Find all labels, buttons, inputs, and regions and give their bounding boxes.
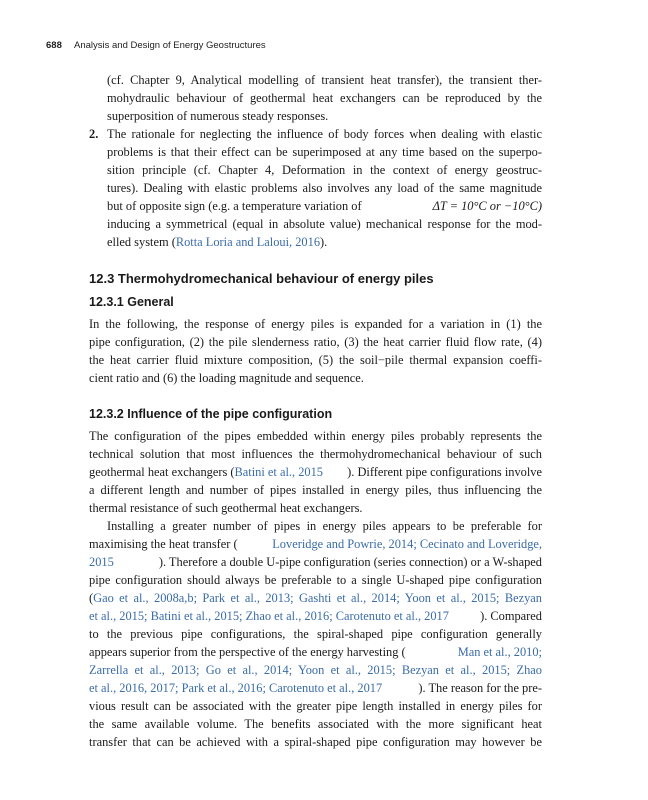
text-line: pipe configuration, (2) the pile slenderness ratio, (3) the heat carrier fluid flow rate, (4) — [89, 335, 542, 349]
text-line: mohydraulic behaviour of geothermal heat exchangers can be reproduced by the — [107, 91, 542, 105]
citation-link[interactable]: Gao et al., 2008a,b; Park et al., 2013; Gashti et al., 2014; Yoon et al., 2015; Bezyan — [93, 591, 542, 605]
citation-link[interactable]: 2015 — [89, 555, 114, 569]
text-line: cient ratio and (6) the loading magnitude and sequence. — [89, 371, 364, 385]
text-line: (cf. Chapter 9, Analytical modelling of transient heat transfer), the transient ther- — [107, 73, 542, 87]
running-header — [46, 40, 266, 51]
text-segment: geothermal heat exchangers ( — [89, 465, 235, 479]
text-line: the same available volume. The benefits associated with the more significant heat — [89, 717, 542, 731]
page-number: 688 — [46, 40, 62, 51]
text-line: transfer that can be achieved with a spiral-shaped pipe configuration may however be — [89, 735, 542, 749]
citation-link[interactable]: et al., 2015; Batini et al., 2015; Zhao et al., 2016; Carotenuto et al., 2017 — [89, 609, 449, 623]
text-line: technical solution that most influences the thermohydromechanical behaviour of such — [89, 447, 542, 461]
text-segment: ( — [89, 591, 94, 605]
text-line: The configuration of the pipes embedded within energy piles probably represents the — [89, 429, 542, 443]
citation-link[interactable]: Batini et al., 2015 — [234, 465, 323, 479]
citation-link[interactable]: Loveridge and Powrie, 2014; Cecinato and Loveridge, — [272, 537, 542, 551]
text-line — [107, 197, 542, 215]
text-line: vious result can be associated with the greater pipe length installed in energy piles for — [89, 699, 542, 713]
text-line: sition principle (cf. Chapter 4, Deformation in the context of energy geostruc- — [107, 163, 542, 177]
text-line — [107, 233, 327, 251]
citation-link[interactable]: Zarrella et al., 2013; Go et al., 2014; Yoon et al., 2015; Bezyan et al., 2015; Zhao — [89, 663, 542, 677]
citation-link[interactable]: Man et al., 2010; — [457, 645, 542, 659]
list-number: 2. — [89, 127, 99, 141]
math-expression: ΔT = 10°C or −10°C) — [432, 199, 542, 213]
text-line — [89, 589, 542, 607]
text-line: to the previous pipe configurations, the spiral-shaped pipe configuration generally — [89, 627, 542, 641]
text-segment: appears superior from the perspective of the energy harvesting ( — [89, 645, 406, 659]
text-line: superposition of numerous steady responses. — [107, 109, 329, 123]
text-line: a different length and number of pipes installed in energy piles, thus influencing the — [89, 483, 542, 497]
text-line — [89, 463, 542, 481]
subsection-heading: 12.3.2 Influence of the pipe configuration — [89, 407, 333, 421]
text-line — [89, 607, 542, 625]
text-line — [89, 535, 542, 553]
text-line: Installing a greater number of pipes in energy piles appears to be preferable for — [107, 519, 542, 533]
text-line — [89, 679, 542, 697]
text-line: The rationale for neglecting the influence of body forces when dealing with elastic — [107, 127, 542, 141]
text-segment: ). The reason for the pre- — [418, 681, 542, 695]
text-line — [89, 553, 542, 571]
text-segment: ). — [320, 235, 328, 249]
text-segment: but of opposite sign (e.g. a temperature variation of — [107, 199, 362, 213]
text-line: problems is that their effect can be superimposed at any time based on the superpo- — [107, 145, 542, 159]
citation-link[interactable]: Rotta Loria and Laloui, 2016 — [175, 235, 321, 249]
citation-link[interactable]: et al., 2016, 2017; Park et al., 2016; Carotenuto et al., 2017 — [89, 681, 383, 695]
text-segment: maximising the heat transfer ( — [89, 537, 238, 551]
text-segment: elled system ( — [107, 235, 176, 249]
text-line: inducing a symmetrical (equal in absolute value) mechanical response for the mod- — [107, 217, 542, 231]
text-line: the heat carrier fluid mixture composition, (5) the soil−pile thermal expansion coeffi- — [89, 353, 542, 367]
running-title: Analysis and Design of Energy Geostructures — [73, 40, 266, 51]
text-line: In the following, the response of energy piles is expanded for a variation in (1) the — [89, 317, 542, 331]
text-line — [89, 643, 542, 661]
text-segment: ). Therefore a double U-pipe configuration (series connection) or a W-shaped — [158, 555, 542, 569]
text-line: tures). Dealing with elastic problems also involves any load of the same magnitude — [107, 181, 542, 195]
text-line: pipe configuration should always be preferable to a single U-shaped pipe configuration — [89, 573, 542, 587]
section-heading: 12.3 Thermohydromechanical behaviour of energy piles — [89, 271, 434, 286]
text-segment: ). Compared — [480, 609, 542, 623]
text-line: thermal resistance of such geothermal heat exchangers. — [89, 501, 363, 515]
text-segment: ). Different pipe configurations involve — [347, 465, 542, 479]
subsection-heading: 12.3.1 General — [89, 295, 174, 309]
